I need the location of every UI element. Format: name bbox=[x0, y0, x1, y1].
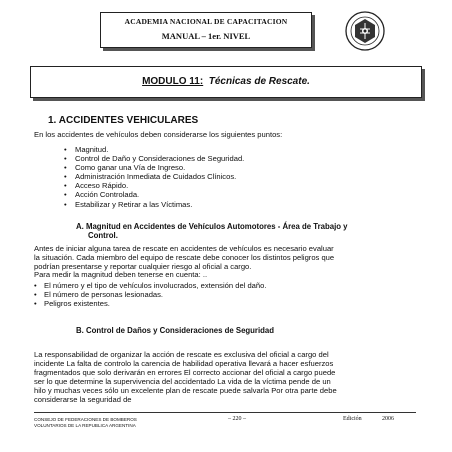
paragraph-line: la situación. Cada miembro del equipo de rescate debe conocer los distintos peligros que bbox=[34, 253, 335, 262]
footer-organization bbox=[34, 417, 137, 429]
module-box bbox=[30, 66, 422, 98]
footer-org-line: VOLUNTARIOS DE LA REPUBLICA ARGENTINA bbox=[34, 423, 136, 428]
module-heading bbox=[31, 76, 421, 87]
institution-title: ACADEMIA NACIONAL DE CAPACITACION bbox=[124, 17, 288, 26]
paragraph-line: podrían presentarse y reportar cualquier riesgo al oficial a cargo. bbox=[34, 262, 252, 271]
list-item: • El número y el tipo de vehículos involucrados, extensión del daño. bbox=[34, 281, 266, 290]
footer-divider bbox=[34, 412, 416, 413]
paragraph-line: hilo y muchas veces sólo un excelente plan de rescate puede salvarla Por otra parte debe bbox=[34, 386, 337, 395]
paragraph-line: Antes de iniciar alguna tarea de rescate en accidentes de vehículos es necesario evaluar bbox=[34, 244, 334, 253]
subsection-heading: A. Magnitud en Accidentes de Vehículos Automotores - Área de Trabajo y bbox=[76, 222, 348, 231]
edition-label: Edición bbox=[343, 416, 362, 422]
list-item: • Como ganar una Vía de Ingreso. bbox=[64, 163, 244, 172]
list-item: • Acción Controlada. bbox=[64, 190, 244, 199]
manual-level: MANUAL – 1er. NIVEL bbox=[161, 31, 251, 41]
paragraph-line: considerarse la seguridad de bbox=[34, 395, 132, 404]
paragraph-line: fragmentados que solo derivarán en errores El correcto accionar del oficial a cargo puede bbox=[34, 368, 336, 377]
list-item: • Acceso Rápido. bbox=[64, 181, 244, 190]
paragraph-line: Para medir la magnitud deben tenerse en cuenta: .. bbox=[34, 270, 208, 279]
list-item: • Magnitud. bbox=[64, 145, 244, 154]
magnitude-list bbox=[34, 281, 266, 309]
page-number: – 220 – bbox=[228, 416, 246, 422]
section-intro: En los accidentes de vehículos deben considerarse los siguientes puntos: bbox=[34, 130, 283, 139]
list-item: • Control de Daño y Consideraciones de Seguridad. bbox=[64, 154, 244, 163]
footer-org-line: CONSEJO DE FEDERACIONES DE BOMBEROS bbox=[34, 417, 137, 422]
paragraph-line: ser lo que determine la supervivencia del accidentado La vida de la víctima pende de un bbox=[34, 377, 331, 386]
points-list bbox=[64, 145, 244, 209]
subsection-heading-cont: Control. bbox=[88, 231, 118, 240]
seal-emblem-icon bbox=[344, 10, 386, 52]
paragraph-line: La responsabilidad de organizar la acción de rescate es exclusiva del oficial a cargo del bbox=[34, 350, 329, 359]
module-label: MODULO 11: bbox=[142, 76, 204, 87]
header-box bbox=[100, 12, 312, 48]
list-item: • Administración Inmediata de Cuidados Clínicos. bbox=[64, 172, 244, 181]
subsection-heading: B. Control de Daños y Consideraciones de Seguridad bbox=[76, 326, 274, 335]
list-item: • Peligros existentes. bbox=[34, 299, 266, 308]
list-item: • Estabilizar y Retirar a las Víctimas. bbox=[64, 200, 244, 209]
list-item: • El número de personas lesionadas. bbox=[34, 290, 266, 299]
paragraph-line: incidente La falta de controlo la carencia de habilidad operativa llevará a hacer esfuerzos bbox=[34, 359, 334, 368]
section-heading: 1. ACCIDENTES VEHICULARES bbox=[48, 115, 199, 126]
module-title: Técnicas de Rescate. bbox=[208, 76, 310, 87]
edition-year: 2006 bbox=[382, 416, 394, 422]
